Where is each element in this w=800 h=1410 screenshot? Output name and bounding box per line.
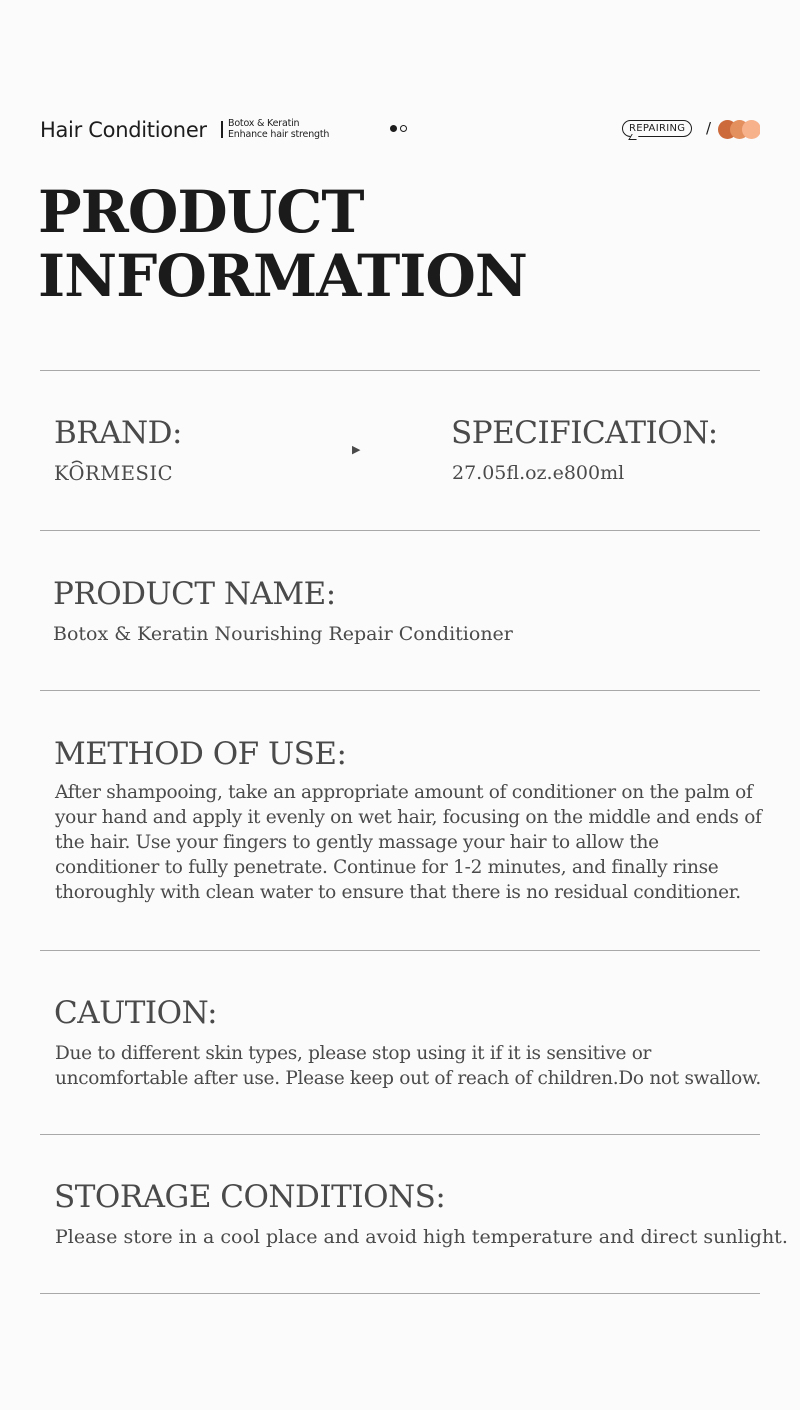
caution-value: Due to different skin types, please stop using it if it is sensitive or uncomfortable after use. Please keep out of reach of children.Do not swallow. [55,1043,761,1089]
header-subtitle [228,118,329,140]
section-divider [40,950,760,951]
page-title-line1: PRODUCT [38,178,364,246]
caution-label: CAUTION: [54,995,218,1031]
header-subtitle-line1: Botox & Keratin [228,118,300,129]
product-name-label: PRODUCT NAME: [53,576,336,612]
storage-conditions-label: STORAGE CONDITIONS: [54,1179,446,1215]
header-title: Hair Conditioner [40,118,207,142]
repairing-tag: REPAIRING [622,120,692,137]
section-divider [40,530,760,531]
brand-logo [54,460,176,491]
section-divider [40,1134,760,1135]
section-divider [40,690,760,691]
storage-conditions-value: Please store in a cool place and avoid high temperature and direct sunlight. [55,1226,788,1248]
specification-label: SPECIFICATION: [451,415,718,451]
color-swatch-light [742,120,761,139]
method-of-use-label: METHOD OF USE: [54,736,347,772]
play-arrow-icon: ▶ [352,443,361,456]
brand-label: BRAND: [54,415,182,451]
section-divider [40,370,760,371]
product-name-value: Botox & Keratin Nourishing Repair Conditioner [53,623,513,645]
kormesic-logo-icon [54,460,176,486]
page-indicator-dot-active [390,125,397,132]
brand-logo-text: KORMESIC [54,461,173,485]
method-of-use-value: After shampooing, take an appropriate amount of conditioner on the palm of your hand and apply it evenly on wet hair, focusing on the middle and ends of the hair. Use your fingers to gently massage your hair to allow the conditioner to fully penetrate. Continue for 1-2 minutes, and finally rinse thoroughly with clean water to ensure that there is no residual conditioner. [55,782,762,903]
page-indicator-dot [400,125,407,132]
specification-value: 27.05fl.oz.e800ml [452,462,625,484]
page-title [38,180,527,308]
speech-bubble-tail-icon [628,134,639,140]
header-separator: / [706,119,712,137]
section-divider [40,1293,760,1294]
header-subtitle-line2: Enhance hair strength [228,129,330,140]
page-title-line2: INFORMATION [38,242,527,310]
swatch-crop [760,115,780,143]
header-divider [221,121,223,138]
page-indicator [390,125,407,132]
